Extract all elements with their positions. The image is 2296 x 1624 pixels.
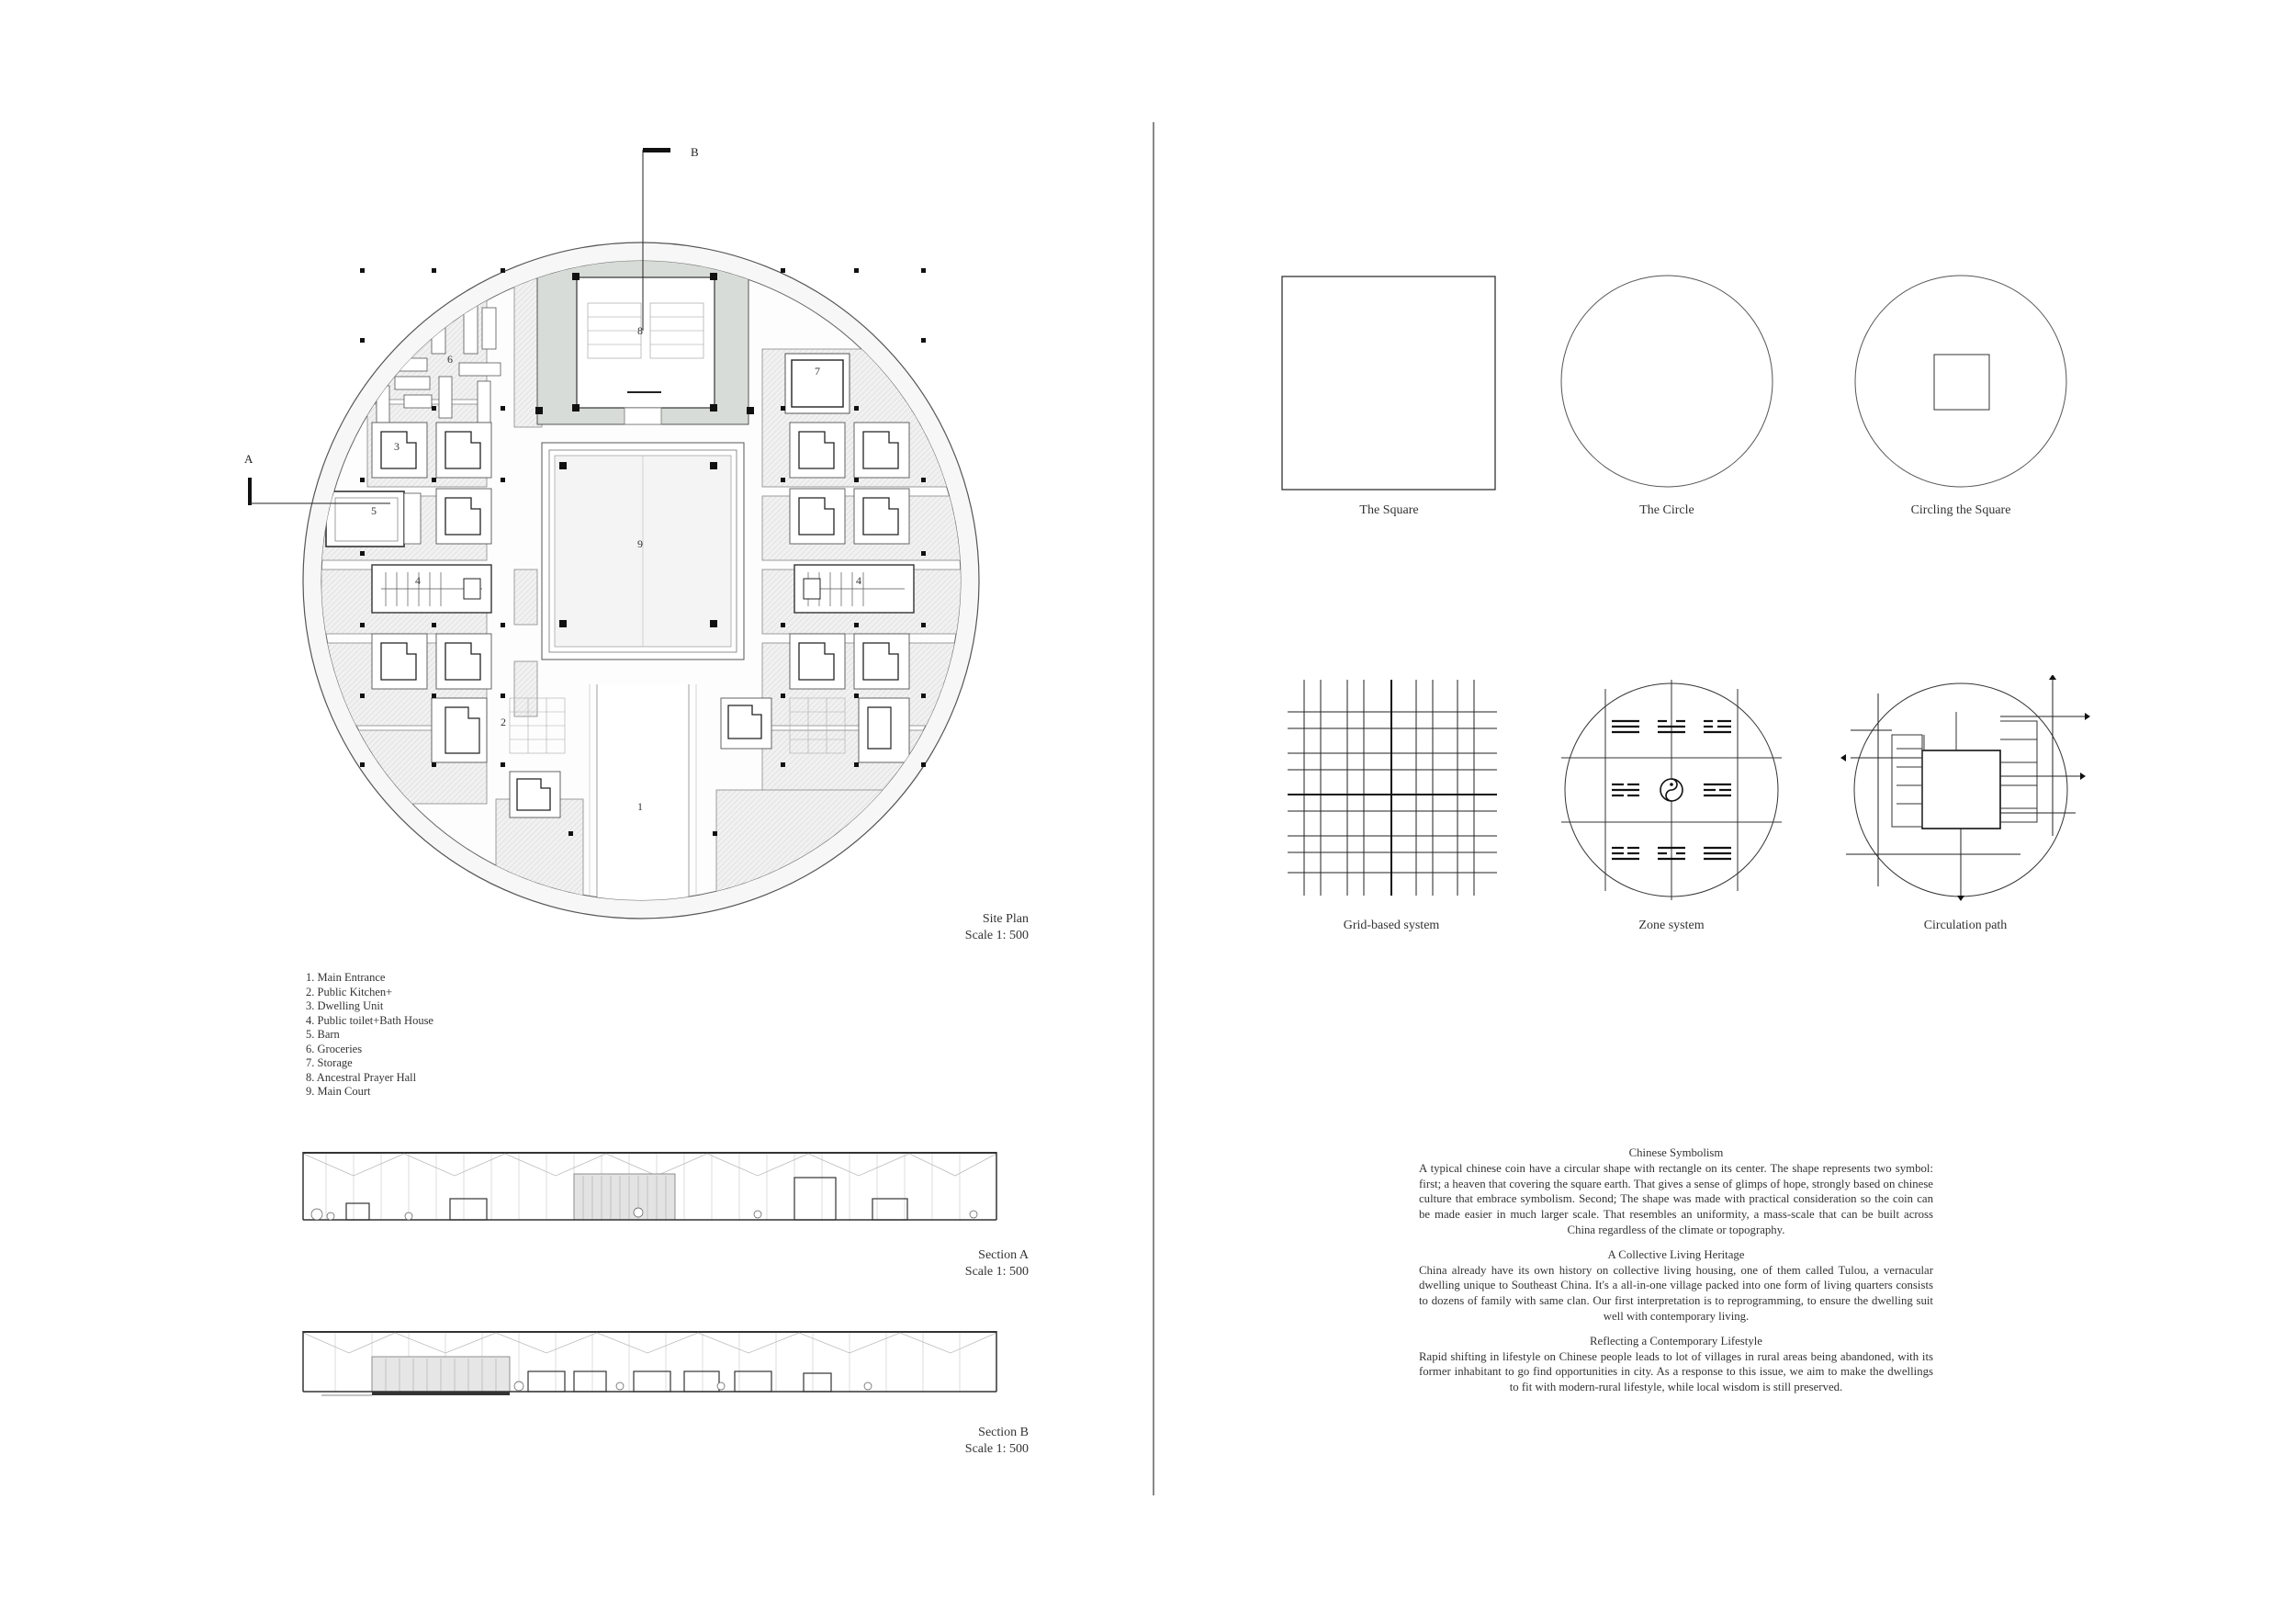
legend-item: 8. Ancestral Prayer Hall [306, 1070, 417, 1084]
zone-number-2: 2 [501, 716, 506, 728]
legend-item: 5. Barn [306, 1028, 340, 1041]
caption-circling-square: Circling the Square [1910, 503, 2011, 517]
marker-a: A [244, 452, 253, 466]
zone-number-5: 5 [371, 504, 377, 517]
legend-item: 6. Groceries [306, 1042, 363, 1055]
section-b-title: Section B [978, 1426, 1029, 1439]
site-plan-legend [306, 971, 433, 1100]
zone-number-4-right: 4 [856, 574, 861, 587]
legend-item: 4. Public toilet+Bath House [306, 1013, 433, 1027]
legend-item: 2. Public Kitchen+ [306, 985, 393, 998]
legend-item: 9. Main Court [306, 1085, 371, 1098]
marker-b: B [691, 145, 699, 159]
essay-heading-lifestyle: Reflecting a Contemporary Lifestyle [1590, 1334, 1762, 1348]
legend-item: 3. Dwelling Unit [306, 999, 384, 1012]
section-a-drawing [298, 1148, 1006, 1222]
grid-diagram [1277, 675, 1506, 900]
site-plan-scale: Scale 1: 500 [964, 929, 1029, 942]
caption-square: The Square [1359, 503, 1419, 517]
legend-item: 1. Main Entrance [306, 971, 386, 984]
site-plan-title: Site Plan [982, 912, 1029, 926]
zone-number-4-left: 4 [415, 574, 421, 587]
square-diagram [1277, 271, 1502, 496]
circulation-diagram [1837, 675, 2094, 905]
caption-zone: Zone system [1638, 919, 1705, 932]
section-cut-a-line [239, 478, 422, 514]
caption-circle: The Circle [1639, 503, 1694, 517]
essay-heading-symbolism: Chinese Symbolism [1628, 1146, 1724, 1159]
essay [1419, 1145, 1933, 1395]
main-entrance-path [597, 684, 689, 914]
zone-number-8: 8 [637, 324, 643, 337]
zone-number-7: 7 [815, 365, 820, 378]
circling-square-diagram [1846, 266, 2076, 496]
zone-number-9: 9 [637, 537, 643, 550]
caption-circulation: Circulation path [1923, 919, 2008, 932]
circle-diagram [1552, 266, 1782, 496]
caption-grid: Grid-based system [1343, 919, 1440, 932]
section-a-scale: Scale 1: 500 [964, 1265, 1029, 1279]
section-b-scale: Scale 1: 500 [964, 1442, 1029, 1456]
essay-body-symbolism: A typical chinese coin have a circular shape with rectangle on its center. The shape represents two symbol: first; a heaven that covering the square earth. That gives a sense of glimps of hope, strongly based on chinese culture that embrace symbolism. Second; The shape was made with practical consideration so the coin can be made easier in much larger scale. That resembles an uniformity, a mass-scale that can be built across China regardless of the climate or topography. [1419, 1161, 1933, 1236]
legend-item: 7. Storage [306, 1056, 353, 1069]
zone-number-6: 6 [447, 353, 453, 366]
zone-number-3: 3 [394, 440, 400, 453]
site-plan-drawing [230, 138, 1019, 928]
page-divider [1153, 122, 1154, 1495]
zone-diagram [1552, 675, 1791, 905]
section-a-title: Section A [978, 1248, 1029, 1262]
essay-heading-heritage: A Collective Living Heritage [1607, 1247, 1745, 1261]
zone-number-1: 1 [637, 800, 643, 813]
section-b-drawing [298, 1327, 1006, 1396]
essay-body-heritage: China already have its own history on collective living housing, one of them called Tulou, a vernacular dwelling unique to Southeast China. It's a all-in-one village packed into one form of living quarters consists to dozens of family with same clan. Our first interpretation is to reprogramming, to ensure the dwelling suit well with contemporary living. [1419, 1263, 1933, 1323]
essay-body-lifestyle: Rapid shifting in lifestyle on Chinese people leads to lot of villages in rural areas being abandoned, with its former inhabitant to go find opportunities in city. As a response to this issue, we aim to make the dwellings to fit with modern-rural lifestyle, while local wisdom is still preserved. [1419, 1349, 1933, 1394]
